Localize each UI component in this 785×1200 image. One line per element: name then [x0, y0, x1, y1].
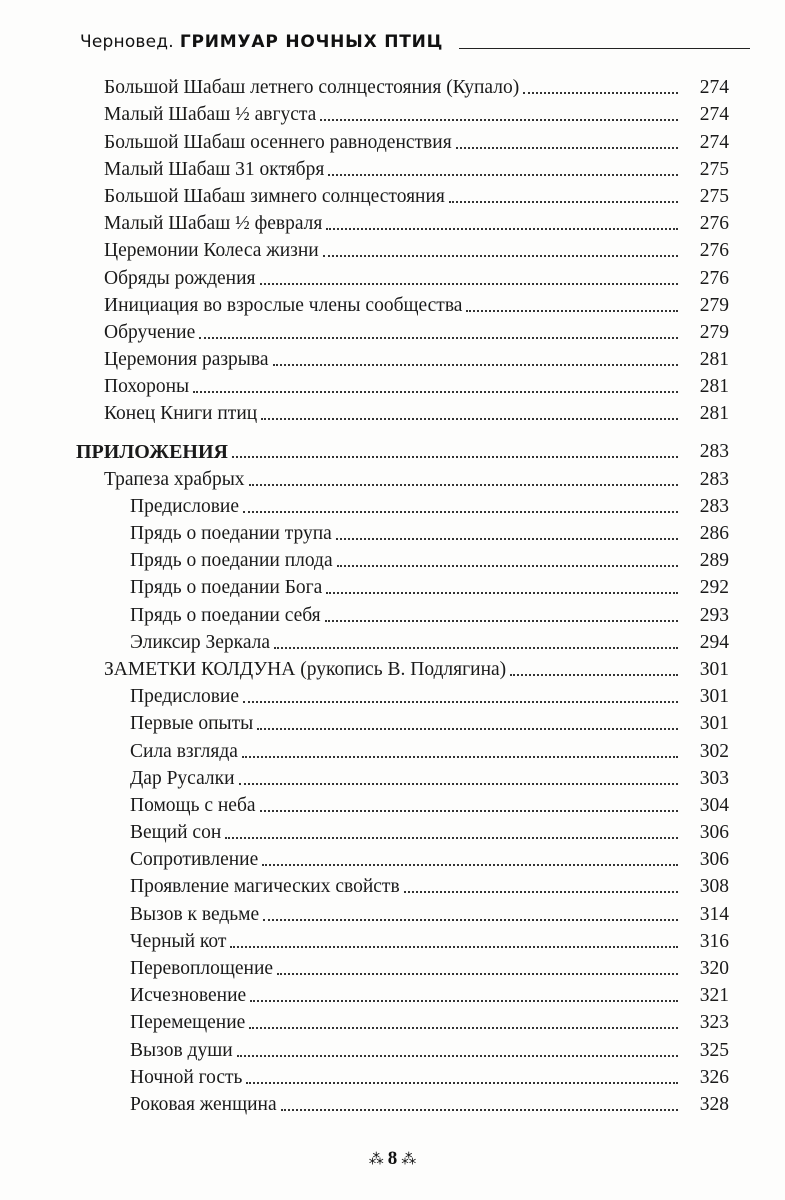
toc-entry-title: Церемония разрыва: [104, 349, 269, 371]
toc-entry-page: 303: [699, 767, 729, 789]
dot-leader: [510, 674, 678, 676]
running-head-author: Черновед.: [80, 32, 174, 52]
toc-entry-page: 283: [699, 468, 729, 490]
toc-entry-page: 276: [699, 240, 729, 262]
toc-entry-page: 306: [699, 849, 729, 871]
toc-entry-page: 276: [699, 213, 729, 235]
toc-entry-page: 274: [699, 104, 729, 126]
toc-entry: [0, 953, 785, 980]
toc-entry-page: 292: [699, 577, 729, 599]
toc-entry: [0, 898, 785, 925]
dot-leader: [337, 565, 678, 567]
toc-entry: [0, 1089, 785, 1116]
toc-entry-title: Предисловие: [130, 495, 240, 517]
toc-entry-page: 289: [699, 550, 729, 572]
dot-leader: [246, 1082, 678, 1084]
dot-leader: [323, 255, 678, 257]
toc-entry: [0, 926, 785, 953]
toc-entry: [0, 208, 785, 235]
dot-leader: [320, 119, 678, 121]
toc-entry: [0, 371, 785, 398]
toc-entry: [0, 1007, 785, 1034]
dot-leader: [242, 756, 678, 758]
toc-entry: [0, 599, 785, 626]
toc-entry-page: 281: [699, 376, 729, 398]
toc-entry-page: 326: [699, 1066, 729, 1088]
toc-entry-title: Сила взгляда: [130, 740, 238, 762]
toc-entry: [0, 235, 785, 262]
toc-entry-page: 320: [699, 958, 729, 979]
toc-entry: [0, 735, 785, 762]
toc-entry-page: 301: [699, 658, 729, 680]
dot-leader: [230, 946, 678, 948]
dot-leader: [257, 728, 678, 730]
toc-entry-title: Трапеза храбрых: [104, 468, 245, 490]
page-number: 8: [387, 1148, 398, 1169]
toc-entry: [0, 763, 785, 790]
dot-leader: [232, 456, 678, 458]
toc-entry: [0, 491, 785, 518]
toc-entry-title: ПРИЛОЖЕНИЯ: [76, 441, 228, 464]
dot-leader: [260, 810, 678, 812]
toc-entry-title: Малый Шабаш ½ февраля: [104, 213, 323, 235]
toc-entry-title: Большой Шабаш летнего солнцестояния (Купало): [104, 77, 520, 99]
toc-entry-title: Проявление магических свойств: [130, 876, 400, 898]
toc-entry-title: Прядь о поедании плода: [130, 550, 333, 572]
dot-leader: [326, 592, 678, 594]
dot-leader: [325, 620, 678, 622]
toc-entry-title: Предисловие: [130, 686, 240, 708]
toc-entry: [0, 317, 785, 344]
dot-leader: [456, 147, 678, 149]
toc-entry-title: Перевоплощение: [130, 958, 274, 979]
running-head-text: [80, 32, 443, 52]
toc-entry-page: 274: [699, 131, 729, 153]
toc-entry-page: 281: [699, 349, 729, 371]
toc-entry-title: Церемонии Колеса жизни: [104, 240, 319, 262]
toc-entry-title: Сопротивление: [130, 849, 259, 871]
toc-entry: [0, 262, 785, 289]
toc-section-heading: [0, 425, 785, 463]
toc-entry-page: 323: [699, 1012, 729, 1034]
dot-leader: [263, 919, 678, 921]
toc-entry-page: 301: [699, 686, 729, 708]
toc-entry: [0, 572, 785, 599]
toc-entry-page: 314: [699, 903, 729, 925]
dot-leader: [250, 1000, 678, 1002]
toc-entry-page: 293: [699, 604, 729, 626]
toc-entry-title: Малый Шабаш ½ августа: [104, 104, 317, 126]
toc-entry-title: Конец Книги птиц: [104, 403, 258, 425]
running-head-title: ГРИМУАР НОЧНЫХ ПТИЦ: [179, 32, 444, 52]
toc-entry-title: Малый Шабаш 31 октября: [104, 158, 325, 180]
toc-entry-title: Большой Шабаш осеннего равноденствия: [104, 131, 452, 153]
dot-leader: [193, 391, 678, 393]
toc-entry: [0, 654, 785, 681]
dot-leader: [273, 364, 678, 366]
toc-entry-page: 283: [699, 441, 729, 463]
dot-leader: [336, 538, 678, 540]
toc-entry-title: Прядь о поедании Бога: [130, 577, 323, 599]
toc-entry-page: 308: [699, 876, 729, 898]
toc-entry-title: ЗАМЕТКИ КОЛДУНА (рукопись В. Подлягина): [104, 658, 507, 680]
toc-entry-title: Обряды рождения: [104, 267, 256, 289]
toc-entry-page: 275: [699, 158, 729, 180]
dot-leader: [260, 283, 678, 285]
toc-entry-page: 316: [699, 930, 729, 952]
toc-entry-title: Эликсир Зеркала: [130, 631, 271, 653]
page-folio: [0, 1148, 785, 1170]
toc-entry-page: 279: [699, 294, 729, 316]
dot-leader: [261, 418, 678, 420]
toc-entry: [0, 344, 785, 371]
toc-entry: [0, 126, 785, 153]
toc-entry-page: 279: [699, 321, 729, 343]
toc-entry-page: 294: [699, 631, 729, 653]
toc-entry-page: 321: [699, 985, 729, 1007]
dot-leader: [277, 973, 678, 975]
dot-leader: [449, 201, 678, 203]
dot-leader: [466, 310, 678, 312]
dot-leader: [199, 337, 678, 339]
dot-leader: [262, 864, 678, 866]
toc-entry: [0, 181, 785, 208]
toc-entry: [0, 398, 785, 425]
toc-entry-page: 302: [699, 740, 729, 762]
dot-leader: [243, 701, 678, 703]
dot-leader: [328, 174, 678, 176]
toc-entry: [0, 72, 785, 99]
toc-entry-title: Похороны: [104, 376, 190, 398]
toc-entry: [0, 790, 785, 817]
dot-leader: [404, 891, 678, 893]
toc-entry-page: 328: [699, 1093, 729, 1115]
toc-entry: [0, 844, 785, 871]
toc-entry: [0, 290, 785, 317]
toc-entry: [0, 99, 785, 126]
fleuron-right-icon: ⁂: [401, 1150, 417, 1168]
toc-entry-title: Большой Шабаш зимнего солнцестояния: [104, 185, 445, 207]
toc-entry-page: 275: [699, 185, 729, 207]
toc-entry-page: 325: [699, 1039, 729, 1061]
toc-entry: [0, 627, 785, 654]
toc-entry-page: 301: [699, 713, 729, 735]
table-of-contents: [0, 72, 785, 1116]
dot-leader: [225, 837, 678, 839]
toc-entry: [0, 463, 785, 490]
toc-entry: [0, 545, 785, 572]
toc-entry-page: 276: [699, 267, 729, 289]
toc-entry-title: Прядь о поедании трупа: [130, 523, 332, 544]
toc-entry: [0, 518, 785, 545]
toc-entry-title: Прядь о поедании себя: [130, 604, 321, 626]
toc-entry-title: Вызов к ведьме: [130, 903, 260, 925]
toc-entry: [0, 817, 785, 844]
dot-leader: [239, 783, 678, 785]
dot-leader: [281, 1109, 678, 1111]
toc-entry-page: 274: [699, 77, 729, 99]
toc-entry: [0, 1034, 785, 1061]
toc-entry: [0, 1062, 785, 1089]
toc-entry: [0, 708, 785, 735]
dot-leader: [249, 484, 678, 486]
toc-entry: [0, 681, 785, 708]
toc-entry-title: Вызов души: [130, 1039, 233, 1061]
toc-entry-title: Помощь с неба: [130, 794, 256, 816]
toc-entry-page: 281: [699, 403, 729, 425]
toc-entry-title: Обручение: [104, 321, 196, 343]
toc-entry: [0, 154, 785, 181]
toc-entry-title: Перемещение: [130, 1012, 246, 1034]
toc-entry: [0, 871, 785, 898]
dot-leader: [243, 511, 678, 513]
dot-leader: [523, 92, 678, 94]
dot-leader: [237, 1055, 678, 1057]
toc-entry: [0, 980, 785, 1007]
toc-entry-page: 304: [699, 794, 729, 816]
toc-entry-title: Первые опыты: [130, 713, 254, 735]
toc-entry-title: Исчезновение: [130, 985, 247, 1007]
dot-leader: [326, 228, 678, 230]
dot-leader: [249, 1027, 678, 1029]
toc-entry-title: Инициация во взрослые члены сообщества: [104, 294, 463, 316]
running-head: [80, 26, 750, 52]
toc-entry-title: Роковая женщина: [130, 1093, 277, 1115]
dot-leader: [274, 647, 678, 649]
fleuron-left-icon: ⁂: [368, 1150, 384, 1168]
toc-entry-title: Дар Русалки: [130, 767, 235, 789]
toc-entry-title: Ночной гость: [130, 1066, 243, 1088]
running-head-rule: [459, 48, 750, 49]
toc-entry-title: Вещий сон: [130, 822, 222, 844]
toc-entry-title: Черный кот: [130, 930, 227, 952]
toc-entry-page: 286: [699, 523, 729, 544]
toc-entry-page: 306: [699, 822, 729, 844]
toc-entry-page: 283: [699, 495, 729, 517]
